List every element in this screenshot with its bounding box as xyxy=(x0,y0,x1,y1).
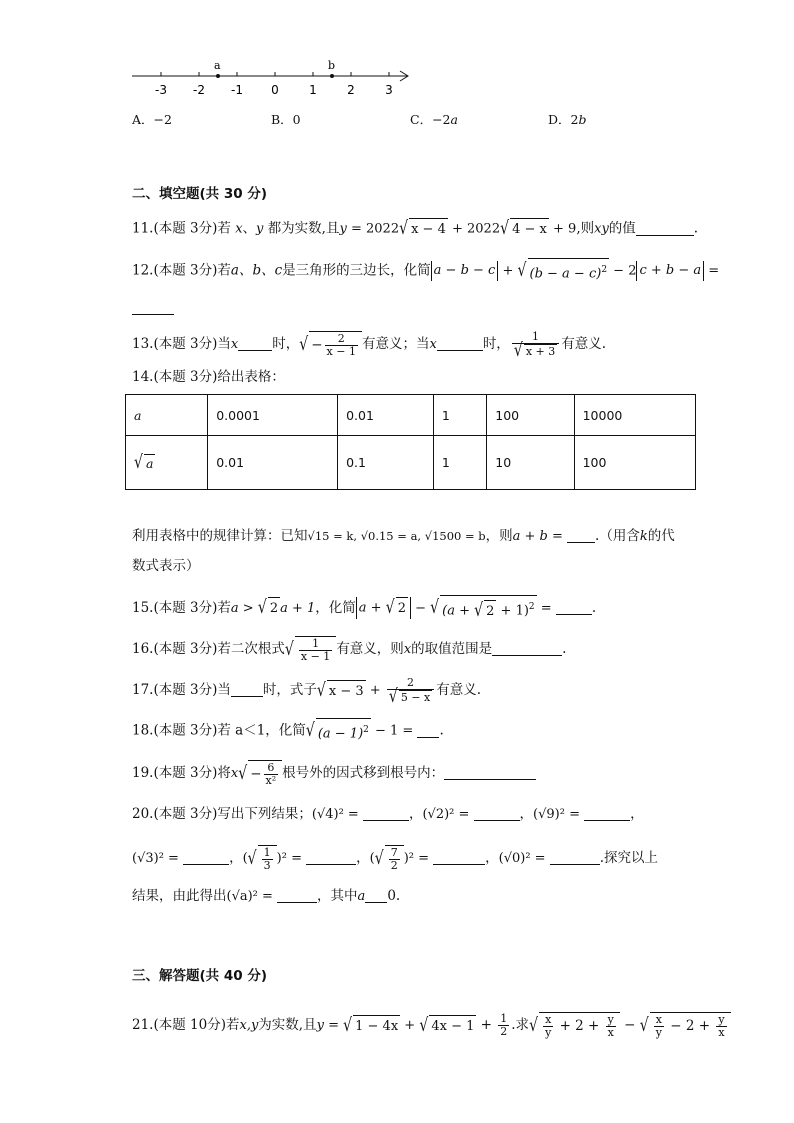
table-cell: 10000 xyxy=(574,395,695,436)
table-header-a: a xyxy=(134,407,142,423)
q21-e1-n2: y xyxy=(607,1013,614,1026)
q20-item-7: (√0)² = xyxy=(498,851,550,866)
option-d-var: b xyxy=(578,112,587,127)
q11-sqrt-1 xyxy=(400,218,448,240)
q20-i5-den: 3 xyxy=(263,859,271,872)
q21-e1-mid: + 2 + xyxy=(555,1018,604,1034)
q21-minus: − xyxy=(619,1017,640,1033)
table-cell: 0.01 xyxy=(208,436,338,490)
q20-blank-2[interactable] xyxy=(474,806,520,821)
q13-t2: 有意义；当 xyxy=(361,336,430,352)
table-cell: 0.1 xyxy=(338,436,434,490)
table-cell: 1 xyxy=(433,436,486,490)
q13-blank-2[interactable] xyxy=(437,336,483,351)
q17-den: 5 − x xyxy=(400,691,431,704)
q18-sqrt xyxy=(307,718,371,744)
section-3-heading: 三、解答题(共 40 分) xyxy=(132,968,268,984)
q12-sqrt xyxy=(519,258,610,284)
table-sqrt-a-var: a xyxy=(146,456,154,471)
q13-num2: 1 xyxy=(532,330,540,343)
q12-abs-2-text: c + b − a xyxy=(639,263,702,279)
q16-den: x − 1 xyxy=(300,650,331,663)
q16-x: x xyxy=(403,642,412,657)
option-a[interactable]: A．−2 xyxy=(132,112,172,127)
q14-k: k xyxy=(639,529,648,544)
number-line-tick-label: -2 xyxy=(193,83,205,97)
q15-answer-blank[interactable] xyxy=(556,600,592,615)
q21-e1-n1: √ x xyxy=(545,1013,552,1026)
number-line-tick-label: 2 xyxy=(347,83,355,97)
q15-minus: − xyxy=(410,600,431,616)
q12-rad: (b − a − c) xyxy=(529,266,602,282)
q21-prefix: 21.(本题 10分)若 xyxy=(132,1017,240,1033)
option-c[interactable] xyxy=(410,110,458,128)
q21-e1-d2: x xyxy=(607,1026,614,1039)
q11-eq-b: + 2022 xyxy=(447,221,501,237)
q17-sqrt xyxy=(318,680,366,702)
q11-rad-2: 4 − x xyxy=(510,218,549,240)
q11-var-y: y xyxy=(256,221,264,237)
table-row xyxy=(126,436,696,490)
q16-mid: 有意义，则 xyxy=(336,641,404,657)
q11-sep: 、 xyxy=(242,220,257,237)
q11-rad-1: x − 4 xyxy=(409,218,448,240)
q11-sqrt-2 xyxy=(501,218,549,240)
q21-rad2: 4x − 1 xyxy=(429,1015,476,1037)
q21-tail: .求 xyxy=(511,1017,530,1033)
q17-plus: + xyxy=(365,683,385,698)
point-a-label: a xyxy=(214,59,221,72)
point-b-label: b xyxy=(328,59,336,72)
q17-mid: 时，式子 xyxy=(262,682,317,698)
q20-l3-var: a xyxy=(357,889,366,904)
q11-tail: ,则 xyxy=(576,220,595,237)
q20-item-2: (√2)² = xyxy=(422,807,474,822)
q20-item-6: ( √ $\frac{7}{2}$ )² = xyxy=(370,851,434,866)
q15-abs xyxy=(356,597,411,619)
q16-tail: 的取值范围是 xyxy=(411,641,493,657)
q14-given: √15 = k, √0.15 = a, √1500 = b xyxy=(307,529,486,543)
q20-blank-7[interactable] xyxy=(550,850,600,865)
number-line-tick-label: -1 xyxy=(231,83,243,97)
question-20: 20.(本题 3分)写出下列结果；(√4)² = ，(√2)² = ，(√9)² = ， xyxy=(132,806,644,822)
q19-prefix: 19.(本题 3分)将 xyxy=(132,765,231,781)
number-line xyxy=(128,56,418,102)
answer-options xyxy=(132,110,752,130)
q21-xy: x,y xyxy=(239,1018,259,1033)
question-13 xyxy=(132,331,606,358)
q21-eq: = xyxy=(323,1018,344,1033)
q14-line1-a: 利用表格中的规律计算：已知 xyxy=(132,528,308,544)
question-20-line3 xyxy=(132,886,400,907)
q16-sqrt xyxy=(286,636,336,663)
q18-sq: 2 xyxy=(363,725,369,735)
question-14: 14.(本题 3分)给出表格： xyxy=(132,369,285,385)
q20-l3-c: 0. xyxy=(387,888,401,904)
q20-prefix: 20.(本题 3分)写出下列结果； xyxy=(132,806,312,822)
q21-expr-1 xyxy=(530,1012,620,1039)
q11-var-x: x xyxy=(235,221,243,237)
q18-prefix: 18.(本题 3分)若 a＜1，化简 xyxy=(132,722,306,739)
q13-num1: 2 xyxy=(337,332,345,345)
q16-prefix: 16.(本题 3分)若二次根式 xyxy=(132,641,285,657)
q13-den1: x − 1 xyxy=(326,345,356,358)
q15-sqrt xyxy=(431,595,537,622)
q19-answer-blank[interactable] xyxy=(444,765,536,780)
q12-abs-2 xyxy=(636,261,704,281)
q20-blank-8[interactable] xyxy=(277,888,317,903)
q19-num: 6 xyxy=(267,761,275,774)
q14-given-text: 15 = k, √0.15 = a, √1500 = b xyxy=(314,529,486,543)
q15-cond-sqrt xyxy=(259,597,280,619)
q21-y: y xyxy=(316,1018,324,1033)
q17-rad: x − 3 xyxy=(327,680,366,702)
q11-eq-a: = 2022 xyxy=(346,221,400,237)
q17-answer-blank[interactable] xyxy=(231,682,263,697)
question-11: 11.(本题 3分)若 x、y 都为实数,且y = 2022√ x − 4 + 2022√ 4 − x + 9,则xy的值 . xyxy=(132,218,698,240)
q15-eq: = xyxy=(536,600,556,616)
table-sqrt-a xyxy=(135,454,155,471)
q20-l3-b: ，其中 xyxy=(317,888,358,904)
q12-vars: a、b、c xyxy=(230,262,283,279)
q18-answer-blank[interactable] xyxy=(417,723,439,738)
q21-half xyxy=(498,1013,509,1038)
question-12 xyxy=(132,258,719,284)
q20-blank-6[interactable] xyxy=(433,850,485,865)
table-cell: 0.0001 xyxy=(208,395,338,436)
q21-expr-2 xyxy=(641,1012,731,1039)
question-18: 18.(本题 3分)若 a＜1，化简√ $(a - 1)^2 - 1$ = . xyxy=(132,718,444,744)
q21-sqrt-1 xyxy=(344,1015,400,1037)
q17-prefix: 17.(本题 3分)当 xyxy=(132,682,231,698)
table-cell: 0.01 xyxy=(338,395,434,436)
q13-den2: x + 3 xyxy=(525,345,556,358)
table-row xyxy=(126,395,696,436)
q20-blank-5[interactable] xyxy=(306,850,356,865)
q21-e2-d2: x xyxy=(718,1026,725,1039)
q12-eq: = xyxy=(704,263,720,279)
q11-tail2: 的值 xyxy=(608,220,636,237)
q18-tail: − 1 = xyxy=(370,723,418,739)
q20-blank-4[interactable] xyxy=(183,850,229,865)
section-2-heading: 二、填空题(共 30 分) xyxy=(132,186,268,202)
q21-e2-d1: y xyxy=(655,1026,663,1039)
q14-line1-e: 的代 xyxy=(647,528,675,544)
question-14-followup xyxy=(132,526,675,547)
q20-i6-num: √ 7 xyxy=(390,846,398,859)
q14-ab: a + b xyxy=(512,529,548,544)
q15-prefix: 15.(本题 3分)若 xyxy=(132,599,231,616)
q19-den: x² xyxy=(265,774,277,787)
sqrt-table xyxy=(125,394,696,490)
q14-line1-b: ，则 xyxy=(485,528,513,544)
q17-frac xyxy=(387,677,434,704)
number-line-tick-label: -3 xyxy=(155,83,167,97)
q14-line1-c: = xyxy=(547,529,568,544)
q15-mid: ，化简 xyxy=(315,599,356,616)
q12-prefix: 12.(本题 3分)若 xyxy=(132,262,231,279)
question-20-line2: (√3)² = ，( √ $\frac{1}{3}$ )² = ，( √ $\frac{7}{2}$ )² = ，(√0)² = .探究以上 xyxy=(132,845,658,872)
option-b[interactable]: B．0 xyxy=(271,112,301,127)
option-d[interactable] xyxy=(548,110,587,128)
q12-abs-1 xyxy=(431,261,499,281)
q15-cond-r: 2 xyxy=(268,597,280,619)
table-cell: 100 xyxy=(574,436,695,490)
q12-answer-blank[interactable] xyxy=(132,300,174,315)
question-19 xyxy=(132,760,536,787)
q19-sqrt: √ − $\frac{6}{\text{x²}}$ xyxy=(239,760,282,787)
q13-frac-2 xyxy=(512,331,559,358)
q14-answer-blank[interactable] xyxy=(567,528,595,543)
table-cell: 1 xyxy=(433,395,486,436)
q20-blank-1[interactable] xyxy=(363,806,409,821)
number-line-tick-label: 0 xyxy=(271,83,279,97)
q15-cond-b: a + 1 xyxy=(280,600,316,616)
q21-e2-n2: y xyxy=(718,1013,725,1026)
table-cell: 100 xyxy=(487,395,574,436)
q12-minus2: − 2 xyxy=(609,263,637,279)
number-line-tick-label: 3 xyxy=(385,83,393,97)
q20-l3-a: 结果，由此得出 xyxy=(132,888,227,904)
q19-x: x xyxy=(230,766,239,781)
option-c-var: a xyxy=(450,112,458,127)
q20-i5-num: √ 1 xyxy=(263,846,271,859)
q13-x1: x xyxy=(230,337,239,352)
q11-xy: xy xyxy=(594,221,609,237)
q15-abs-a: a + xyxy=(358,600,386,616)
q20-item-5: ( √ $\frac{1}{3}$ )² = xyxy=(243,851,307,866)
q16-answer-blank[interactable] xyxy=(492,641,562,656)
q13-prefix: 13.(本题 3分)当 xyxy=(132,336,231,352)
q13-x2: x xyxy=(429,337,437,352)
q21-half-den: 2 xyxy=(500,1025,508,1038)
q13-blank-1[interactable] xyxy=(238,336,272,351)
q11-eq-c: + 9 xyxy=(548,221,577,237)
q14-line1-d: .（用含 xyxy=(595,528,640,544)
q11-answer-blank[interactable] xyxy=(636,221,694,236)
point-a-dot xyxy=(216,74,220,78)
number-line-tick-label: 1 xyxy=(309,83,317,97)
q12-abs-1-text: a − b − c xyxy=(433,263,496,279)
table-cell: 10 xyxy=(487,436,574,490)
q12-mid: 是三角形的三边长，化简 xyxy=(282,262,431,279)
q12-plus: + xyxy=(498,263,518,279)
q13-sqrt-1: √ − $\frac{2}{x - 1}$ xyxy=(300,331,362,358)
q15-rad-r: 2 xyxy=(484,600,496,622)
q19-tail: 根号外的因式移到根号内： xyxy=(282,765,445,781)
question-16: 16.(本题 3分)若二次根式 √ $\frac{1}{x - 1}$ 有意义，则x的取值范围是 . xyxy=(132,636,566,663)
question-14-followup-2: 数式表示） xyxy=(132,558,200,574)
option-d-prefix: D．2 xyxy=(548,112,579,127)
q15-cond-a: a > xyxy=(230,600,258,616)
q21-plus: + xyxy=(400,1018,420,1033)
question-15: 15.(本题 3分)若a > √ 2 a + 1，化简 a + √ 2 − √ (a + √ 2 + 1)$^2$ = . xyxy=(132,595,596,622)
q13-t3: 时， xyxy=(482,336,510,352)
q15-rad-a: (a + xyxy=(442,603,475,619)
q11-mid: 都为实数,且 xyxy=(267,220,340,237)
q21-mid: 为实数,且 xyxy=(258,1017,317,1033)
q21-sqrt-2 xyxy=(420,1015,476,1037)
q21-e2-mid: − 2 + xyxy=(666,1018,715,1034)
option-c-prefix: C．−2 xyxy=(410,112,451,127)
q15-abs-r: 2 xyxy=(396,597,408,619)
point-b-dot xyxy=(330,74,334,78)
q15-rad-b: + 1) xyxy=(496,603,529,619)
q20-l3-expr: (√a)² = xyxy=(226,889,278,904)
question-21: 21.(本题 10分)若x,y为实数,且y = √ 1 − 4x + √ 4x − 1 + $\frac{1}{2}$ .求 √ $\frac{x}{y}$ + 2 + $\frac{y}{x}$ − √ $\frac{x}{y}$ − 2 + $\frac{y}{x}$ xyxy=(132,1012,731,1039)
q13-t4: 有意义. xyxy=(561,336,607,352)
table-cell xyxy=(126,395,208,436)
q21-e2-n1: √ x xyxy=(655,1013,663,1026)
q15-sq: 2 xyxy=(528,602,535,612)
q20-item-4: (√3)² = xyxy=(132,851,184,866)
q11-eq-left: y xyxy=(339,221,347,237)
table-cell xyxy=(126,436,208,490)
q20-tail1: .探究以上 xyxy=(599,850,659,866)
q17-tail: 有意义. xyxy=(436,682,482,698)
q16-num: √ 1 xyxy=(312,637,320,650)
q20-item-3: (√9)² = xyxy=(533,807,585,822)
q21-rad1: 1 − 4x xyxy=(353,1015,400,1037)
question-17 xyxy=(132,677,481,704)
q11-prefix: 11.(本题 3分)若 xyxy=(132,220,231,237)
q17-num: 2 xyxy=(407,676,415,689)
q21-e1-d1: y xyxy=(545,1026,552,1039)
q13-t1: 时， xyxy=(272,336,300,352)
q12-sq: 2 xyxy=(601,265,608,275)
q20-blank-9[interactable] xyxy=(365,888,387,903)
q20-i6-den: 2 xyxy=(390,859,398,872)
q21-half-num: 1 xyxy=(500,1012,508,1025)
q20-item-1: (√4)² = xyxy=(311,807,363,822)
q18-rad: (a − 1) xyxy=(317,726,364,742)
q20-blank-3[interactable] xyxy=(584,806,630,821)
